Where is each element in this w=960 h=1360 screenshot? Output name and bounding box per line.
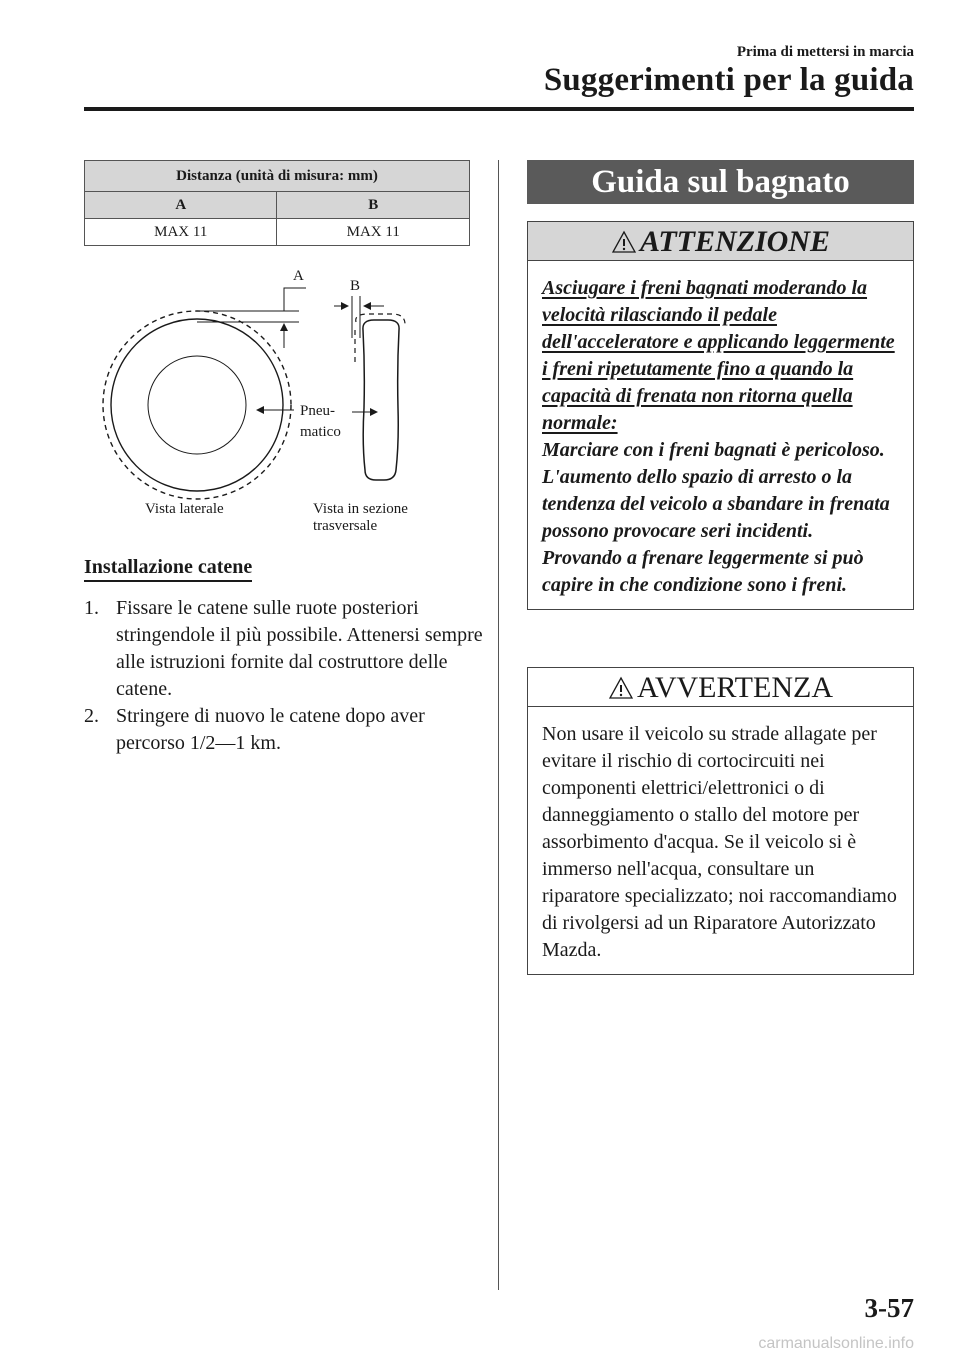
cross-section-caption-1: Vista in sezione [313,501,408,517]
tire-chain-diagram [84,258,484,548]
cross-section-tire [355,314,405,480]
warning-box [527,667,914,975]
chains-steps [84,595,484,757]
warning-title: AVVERTENZA [637,671,833,704]
step-text: Stringere di nuovo le catene dopo aver percorso 1/2―1 km. [116,705,425,754]
attention-box [527,221,914,610]
attention-title: ATTENZIONE [639,225,831,258]
wet-driving-title: Guida sul bagnato [527,160,914,204]
distance-val-a: MAX 11 [85,219,277,246]
page-number: 3-57 [864,1293,914,1323]
step-number: 1. [84,597,99,619]
tire-label-line1: Pneu- [300,403,335,419]
label-a: A [293,268,304,284]
step-item [84,595,484,703]
tire-label-line2: matico [300,424,341,440]
step-text: Fissare le catene sulle ruote posteriori stringendole il più possibile. Attenersi sempre alle istruzioni fornite dal costruttore delle catene. [116,597,483,700]
attention-header [528,222,913,261]
side-view-caption: Vista laterale [145,501,224,517]
label-b: B [350,278,361,294]
distance-table [84,160,470,246]
chains-section-title: Installazione catene [84,556,252,582]
header-rule [84,107,914,111]
attention-body [528,261,913,609]
distance-val-b: MAX 11 [277,219,470,246]
cross-section-caption-2: trasversale [313,518,378,534]
step-item [84,703,484,757]
section-header: Prima di mettersi in marcia [736,44,914,60]
side-view-wheel [103,311,291,499]
watermark: carmanualsonline.info [758,1335,914,1352]
warning-header [528,668,913,707]
distance-col-b: B [277,192,470,219]
step-number: 2. [84,705,99,727]
dimension-b [334,296,384,338]
warning-triangle-icon [608,676,634,700]
warning-triangle-icon [611,230,637,254]
distance-table-title: Distanza (unità di misura: mm) [85,161,470,192]
warning-body: Non usare il veicolo su strade allagate per evitare il rischio di cortocircuiti nei componenti elettrici/elettronici o di danneggiamento o stallo del motore per assorbimento d'acqua. Se il veicolo si è immerso nell'acqua, consultare un riparatore specializzato; noi raccomandiamo di rivolgersi ad un Riparatore Autorizzato Mazda. [542,723,897,961]
page-title: Suggerimenti per la guida [543,62,914,98]
attention-underlined-text: Asciugare i freni bagnati moderando la velocità rilasciando il pedale dell'acceleratore e applicando leggermente i freni ripetutamente fino a quando la capacità di frenata non ritorna quella normale: [542,277,895,434]
attention-text: Marciare con i freni bagnati è pericoloso. L'aumento dello spazio di arresto o la tendenza del veicolo a sbandare in frenata possono provocare seri incidenti. Provando a frenare leggermente si può capire in che condizione sono i freni. [542,439,890,596]
column-divider [498,160,499,1290]
distance-col-a: A [85,192,277,219]
